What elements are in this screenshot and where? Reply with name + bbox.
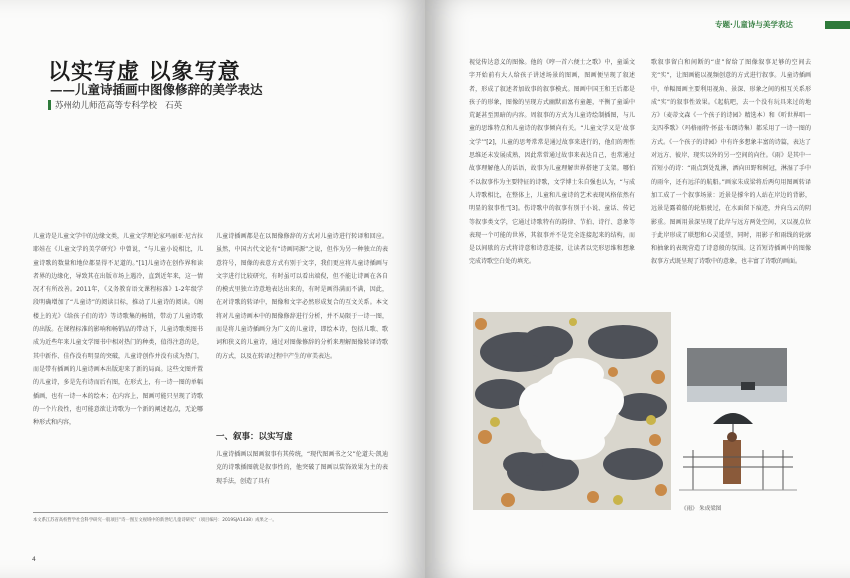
header-bar <box>825 21 850 29</box>
right-page <box>425 0 850 578</box>
right-body-column-1: 视觉传达意义的图像。他的《哼一首六便士之歌》中，童谣文字开始前有大人给孩子讲述场景的图画，图画便呈现了叙述者，形成了叙述者加故事的叙事模式。图画中国王和王后都是孩子的形象，图像的呈现方式幽默而富有童趣，平衡了童谣中荒诞甚至黑暗的内容。周叙事的方式为儿童诗绘制插图，与儿童的思维特点和儿童诗的叙事倾向有关。“儿童文学又是‘故事文学’”[2]，儿童的思考常常是通过故事来进行的，他们的理性思维还未发展成熟，因此常常通过故事来表达自己，也常通过故事理解他人的话语，故事为儿童理解世界搭建了支架。哪怕不以叙事作为主要特征的诗歌，文学博士朱自强也认为，“与成人诗歌相比，在整体上，儿童和儿童诗的艺术表现风格依然有明显的叙事性”[3]。伤诗歌中的叙事有别于小说、童话、传记等叙事类文学，它通过诗歌特有的韵律、节拍、诗行、意象等表现一个可能的世界，其叙事并不是完全连接起来的结构，而是以间歇的方式将诗意和诗意连接，让读者以完形思维和想象完成诗歌空白处的填充。 <box>469 59 635 266</box>
body-column-2: 儿童诗插画都是在以图像修辞的方式对儿童诗进行转译和回应。虽然，中国古代文论有“诗画同源”之说，但作为另一种独立的表意符号，图像的表意方式有别于文字，我们更应将儿童诗插画与文字进行比较研究，有时虽可以看出端倪，但不能让诗画在各自的模式里独立诗意地表达出来的，有时是画得满而不满，因此，在对诗歌的转译中，图像和文字必然形成复合的互文关系。本文将对儿童诗画本中的图像修辞进行分析，并不局限于一诗一图，而是将儿童诗插画分为广义的儿童诗，即绘本诗，包括儿歌、歌词和狭义的儿童诗，通过对图像修辞的分析来理解图像转译诗歌的方式，以及在转译过程中产生的审美表达。 <box>216 233 388 360</box>
body-column-1: 儿童诗是儿童文学中的边缘文类，儿童文学理论家玛丽亚·尼古拉耶娃在《儿童文学的美学研究》中曾说，“与儿童小说相比，儿童诗歌的数量和地位都显得不足道的。”[1]儿童诗在创作界和读者界的边缘化，导致其在出版市场上遇冷，直到近年来，这一情况才有所改善。2011年，《义务教育语文课程标准》1-2年级学段明确增加了“儿童诗”的阅读目标，推动了儿童诗的阅读。《阁楼上的光》《给孩子们的诗》等诗歌集的畅销，带动了儿童诗歌的出版。在课程标准的影响和畅销品的带动下，儿童诗歌类图书成为近些年来儿童文学图书中相对热门的种类，值得注意的是，其中新作、佳作没有明显的突破，儿童诗创作并没有成为热门，而是带有插画的儿童诗画本出版迎来了新的局面。这些文图并置的儿童诗，多是先有诗而后有图，在形式上，有一诗一图的单幅插画，也有一诗一本的绘本；在内容上，图画可能只呈现了诗歌的一个片段性，也可能意欲让诗歌为一个新的阐述起点，无论哪种形式和内容， <box>33 233 203 427</box>
figure-caption: 《雨》 朱成梁图 <box>681 506 722 512</box>
green-bar-icon <box>48 100 51 110</box>
article-subtitle: ——儿童诗插画中图像修辞的美学表达 <box>50 82 263 97</box>
author-name: 石英 <box>165 101 183 111</box>
article-title: 以实写虚 以象写意 <box>48 59 241 85</box>
institution: 苏州幼儿师范高等专科学校 <box>55 101 158 111</box>
right-body-column-2: 歌叙事留白和间断的“虚”留给了图像叙事足够的空间去充“实”，让图画能以视频创意的方式进行叙事。儿童诗插画中，单幅图画主要利用视角、景深、形象之间的相互关系形成“实”的叙事性效果。《起航吧，去一个没有玩具来过的地方》（麦蒂文森《一个孩子的诗园》精选本）和《听世界唱一支四季歌》（玛格丽特·怀兹·布朗诗集）都采用了一诗一图的方式。《一个孩子的诗园》中有许多想象丰富的诗篇，表达了对远方、彼岸、现实以外的另一空间的向往。《雨》是其中一首短小的诗：“雨点到处乱淋，洒向田野和树冠，淋湿了手中的雨伞，还有远洋的航船。”画家朱成梁将后两句用图画转译加工成了一个叙事场景：近景是撑伞的人站在岸边的背影，远景是露着船的轮船驶过，在水面留下痕迹，并向乌云的阴影重。图画用景深呈现了此岸与远方两处空间，又以视点位于此岸形成了联想和心灵遥望，同时，用影子和雨线的轮廓和抽象的表现营造了诗意般的氛围。这首短诗插画中的图像叙事方式既呈现了诗歌中的意象，也丰富了诗歌的画面。 <box>651 59 811 266</box>
running-header: 专题·儿童诗与美学表达 <box>715 20 793 29</box>
page-number: 4 <box>32 556 36 563</box>
footnote: 本文系江苏省高校哲学社会科学研究一般项目“诗一图互文视域中的新世纪儿童诗研究”（项目编号：2019SJA1438）成果之一。 <box>33 518 277 523</box>
author-line <box>48 99 182 111</box>
rain-clouds-illustration <box>473 312 671 510</box>
umbrella-person-illustration <box>679 342 797 500</box>
body-column-3: 儿童诗插画以图画叙事有其传统，“现代图画书之父”伦道夫·凯迪克的诗歌插图就是叙事性的，他突破了图画以装饰效果为主的表现手法，创造了具有 <box>216 451 388 485</box>
section-heading: 一、叙事：以实写虚 <box>216 432 293 442</box>
footnote-divider <box>33 512 388 513</box>
